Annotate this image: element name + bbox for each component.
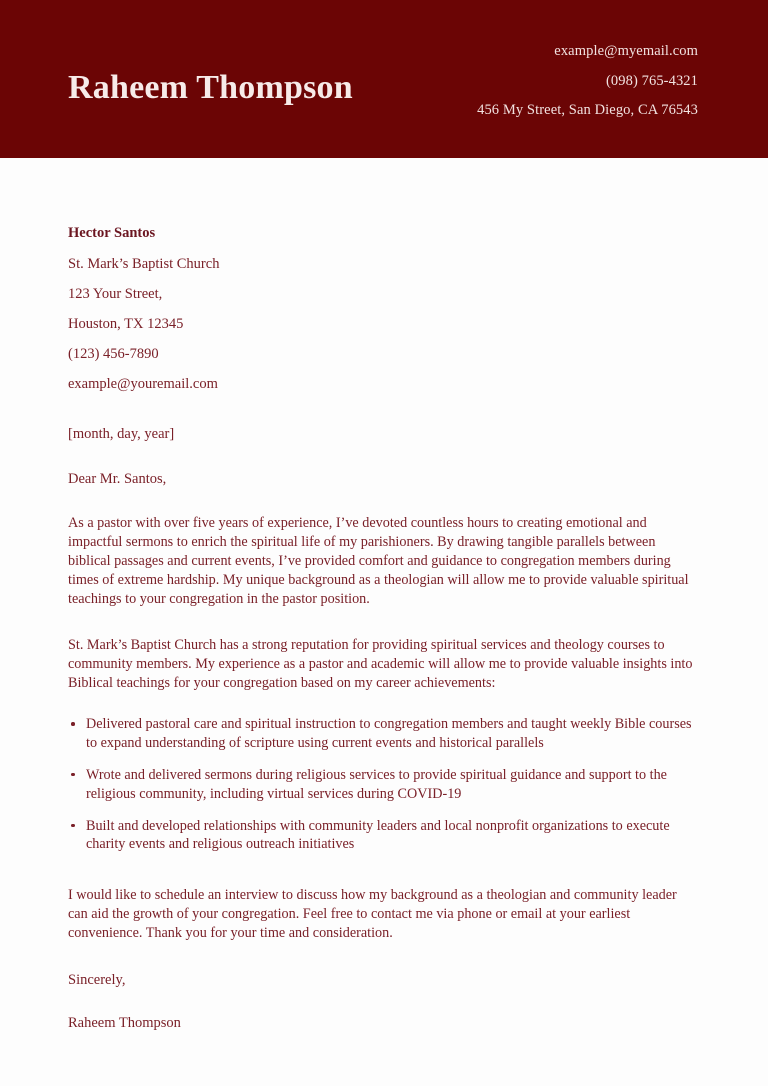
recipient-name: Hector Santos (68, 225, 156, 241)
letter-paragraph-1: As a pastor with over five years of experience, I’ve devoted countless hours to creating emotional and impactful sermons to enrich the spiritual life of my parishioners. By drawing tangible parallels between biblical passages and current events, I’ve provided comfort and guidance to congregation members during times of extreme hardship. My unique background as a theologian will allow me to provide valuable spiritual teachings to your congregation in the pastor position. (68, 515, 689, 607)
header-banner (0, 0, 768, 158)
achievements-list (68, 715, 697, 854)
achievement-text: Wrote and delivered sermons during religious services to provide spiritual guidance and support to the religious community, including virtual services during COVID-19 (86, 766, 667, 802)
candidate-name: Raheem Thompson (68, 69, 353, 107)
letter-paragraph-2: St. Mark’s Baptist Church has a strong reputation for providing spiritual services and theology courses to community members. My experience as a pastor and academic will allow me to provide valuable insights into Biblical teachings for your congregation based on my career achievements: (68, 637, 693, 692)
list-item (68, 715, 697, 753)
achievement-text: Built and developed relationships with community leaders and local nonprofit organizations to execute charity events and religious outreach initiatives (86, 817, 670, 853)
list-item (68, 766, 697, 804)
bullet-dot-icon (71, 722, 75, 726)
header-contact-block (477, 44, 698, 118)
recipient-city-state-zip: Houston, TX 12345 (68, 315, 184, 332)
list-item (68, 817, 697, 855)
recipient-email: example@youremail.com (68, 375, 218, 392)
header-contact-email: example@myemail.com (554, 43, 698, 60)
letter-signature-name: Raheem Thompson (68, 1015, 181, 1032)
letter-closing-paragraph: I would like to schedule an interview to discuss how my background as a theologian and community leader can aid the growth of your congregation. Feel free to contact me via phone or email at your earliest convenience. Thank you for your time and consideration. (68, 887, 677, 941)
letter-body (0, 158, 768, 1031)
recipient-block (68, 226, 697, 391)
letter-salutation: Dear Mr. Santos, (68, 470, 167, 487)
recipient-phone: (123) 456-7890 (68, 345, 159, 362)
recipient-organization: St. Mark’s Baptist Church (68, 255, 220, 272)
bullet-dot-icon (71, 773, 75, 777)
bullet-dot-icon (71, 824, 75, 828)
recipient-street: 123 Your Street, (68, 285, 163, 302)
header-contact-phone: (098) 765-4321 (605, 72, 698, 89)
letter-date: [month, day, year] (68, 426, 175, 442)
achievement-text: Delivered pastoral care and spiritual instruction to congregation members and taught weekly Bible courses to expand understanding of scripture using current events and historical parallels (86, 716, 692, 751)
letter-signoff: Sincerely, (68, 971, 126, 988)
header-contact-address: 456 My Street, San Diego, CA 76543 (477, 102, 698, 119)
